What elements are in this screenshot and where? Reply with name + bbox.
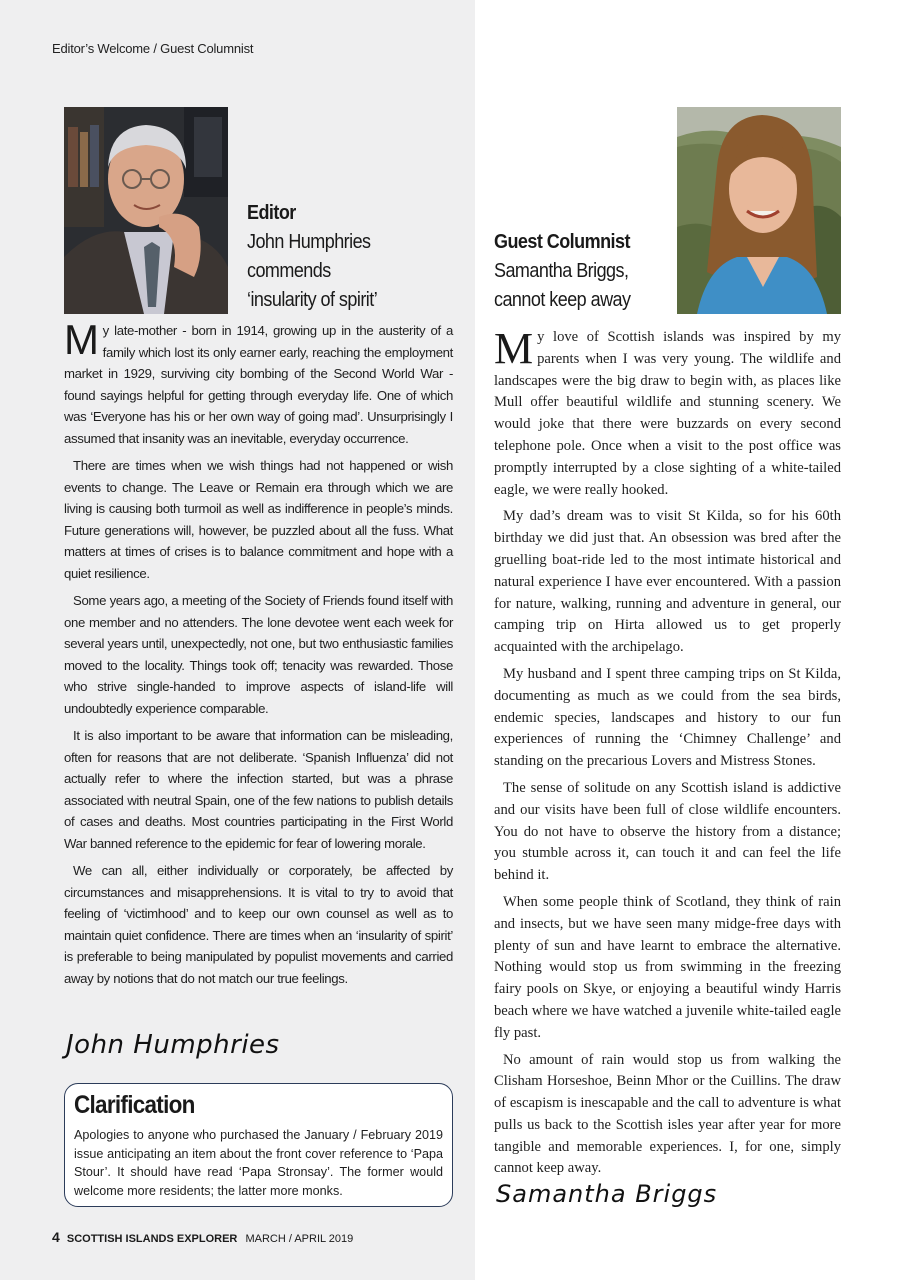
issue-date: MARCH / APRIL 2019 [245,1233,354,1245]
guest-paragraph: My dad’s dream was to visit St Kilda, so for his 60th birthday we did just that. An obsession was bred after the gruelling boat-ride led to the most intimate historical and natural experience I have ever encountered. With a passion for nature, walking, running and adventure in general, our camping trip on Hirta allowed us to get properly acquainted with the archipelago. [494,508,841,656]
guest-dropcap: M [494,324,534,373]
guest-heading [494,228,710,315]
guest-paragraph: My husband and I spent three camping trips on St Kilda, documenting as much as we could from the sea birds, endemic species, landscapes and history to our fun experiences of running the ‘Chimney Challenge’ and standing on the precarious Lovers and Mistress Stones. [494,665,841,770]
guest-heading-line2: cannot keep away [494,289,631,311]
guest-name: Samantha Briggs, [494,260,629,282]
page-number: 4 [52,1229,60,1245]
editor-paragraph: There are times when we wish things had not happened or wish events to change. The Leave or Remain era through which we are living is causing both turmoil as well as indifference in people’s minds. Future generations will, however, be puzzled about all the fuss. What matters at times of crises is to balance commitment and hope with a quiet resilience. [64,458,453,581]
section-label: Editor’s Welcome / Guest Columnist [52,41,254,56]
editor-heading-line3: ‘insularity of spirit’ [247,289,378,311]
editor-article [64,316,453,995]
page-footer [52,1229,353,1245]
guest-paragraph: My love of Scottish islands was inspired by my parents when I was very young. The wildlife and landscapes were the big draw to begin with, as places like Mull offer beautiful wildlife and stunning scenery. We would joke that there were buzzards on every second telephone pole. Once when a visit to the post office was promptly interrupted by a close sighting of a white-tailed eagle, we were really hooked. [494,324,841,498]
editor-photo [64,107,228,314]
editor-paragraph: My late-mother - born in 1914, growing up in the austerity of a family which lost its only earner early, reaching the employment market in 1929, surviving city bombing of the Second World War - found sayings helpful for getting through everyday life. One of which was ‘Everyone has his or her own way of going mad’. Unsurprisingly I assumed that insanity was an inevitable, everyday occurrence. [64,316,453,446]
clarification-title: Clarification [74,1091,195,1119]
magazine-name: SCOTTISH ISLANDS EXPLORER [66,1233,238,1245]
clarification-text: Apologies to anyone who purchased the January / February 2019 issue anticipating an item about the front cover reference to ‘Papa Stour’. It should have read ‘Papa Stronsay’. The former would welcome more residents; the latter more monks. [74,1128,443,1198]
guest-signature: Samantha Briggs [496,1180,718,1208]
guest-kicker: Guest Columnist [494,231,630,253]
editor-paragraph: We can all, either individually or corporately, be affected by circumstances and misapprehensions. It is vital to try to avoid that feeling of ‘victimhood’ and to keep our own counsel as well as to maintain quiet confidence. There are times when an ‘insularity of spirit’ is preferable to being manipulated by populist movements and carried away by notions that do not match our true feelings. [64,863,453,986]
guest-paragraph: The sense of solitude on any Scottish island is addictive and our visits have been full of close wildlife encounters. You do not have to observe the history from a distance; you stumble across it, can touch it and can feel the life behind it. [494,779,841,884]
editor-paragraph: It is also important to be aware that information can be misleading, often for reasons that are not deliberate. ‘Spanish Influenza’ did not actually refer to where the infection started, but was a phrase associated with neutral Spain, one of the few nations to publish details of cases and deaths. Most countries participating in the First World War banned reference to the epidemic for fear of lowering morale. [64,728,453,851]
clarification-box [64,1083,453,1207]
editor-heading-line2: commends [247,260,331,282]
editor-dropcap: M [64,316,99,363]
editor-signature: John Humphries [66,1030,280,1060]
editor-name: John Humphries [247,231,371,253]
editor-heading [247,199,481,315]
guest-article [494,324,841,1185]
guest-paragraph: When some people think of Scotland, they think of rain and insects, but we have seen many midge-free days with plenty of sun and have learnt to embrace the alternative. Nothing would stop us from swimming in the freezing fairy pools on Skye, or enjoying a beautiful windy Harris beach where we have watched a juvenile white-tailed eagle fly past. [494,893,841,1041]
editor-paragraph: Some years ago, a meeting of the Society of Friends found itself with one member and no attenders. The lone devotee went each week for several years until, unexpectedly, not one, but two enthusiastic families moved to the locality. Things took off; tenacity was rewarded. Those who strive single-handed to improve aspects of island-life will undoubtedly experience comparable. [64,593,453,716]
editor-kicker: Editor [247,202,296,224]
guest-paragraph: No amount of rain would stop us from walking the Clisham Horseshoe, Beinn Mhor or the Cuillins. The draw of escapism is inescapable and the call to adventure is what pulls us back to the Scottish isles year after year for more tangible and memorable experiences. I, for one, simply cannot keep away. [494,1051,841,1177]
